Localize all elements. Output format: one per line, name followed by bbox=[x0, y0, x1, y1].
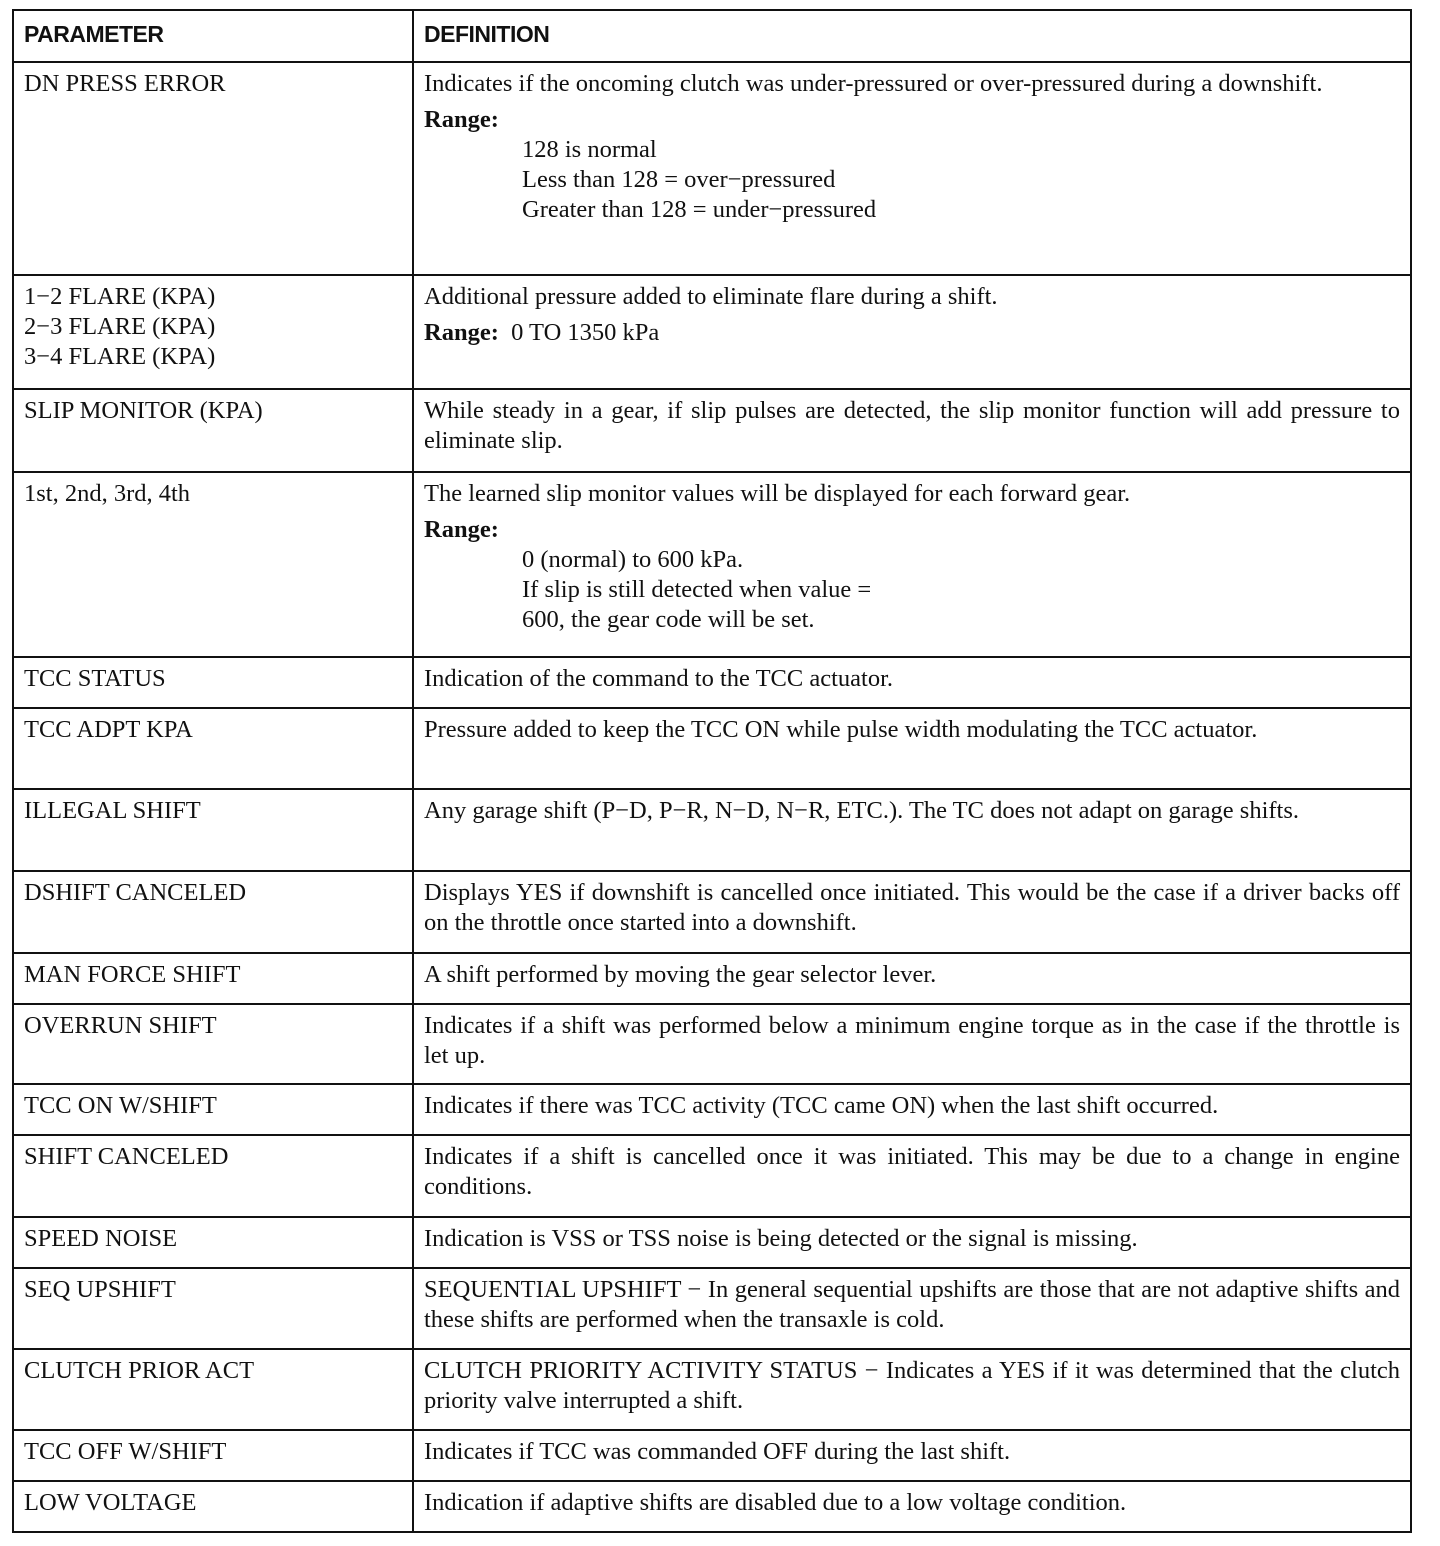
table-row bbox=[13, 472, 1411, 657]
definition-text: Indicates if there was TCC activity (TCC came ON) when the last shift occurred. bbox=[424, 1092, 1219, 1119]
parameter-cell bbox=[13, 1268, 413, 1349]
parameter-cell bbox=[13, 275, 413, 389]
table-row bbox=[13, 1084, 1411, 1135]
table-row bbox=[13, 657, 1411, 708]
definition-text: The learned slip monitor values will be displayed for each forward gear. bbox=[424, 480, 1131, 507]
parameter-name: MAN FORCE SHIFT bbox=[24, 961, 241, 988]
parameter-name: 1−2 FLARE (KPA) bbox=[24, 283, 216, 310]
definition-text: Pressure added to keep the TCC ON while pulse width modulating the TCC actuator. bbox=[424, 716, 1258, 743]
range-label: Range: bbox=[424, 516, 499, 543]
definition-text: SEQUENTIAL UPSHIFT − In general sequential upshifts are those that are not adaptive shifts and these shifts are performed when the transaxle is cold. bbox=[424, 1276, 1400, 1333]
definition-cell bbox=[413, 1430, 1411, 1481]
definition-cell bbox=[413, 1004, 1411, 1084]
table-row bbox=[13, 62, 1411, 275]
definition-cell bbox=[413, 389, 1411, 472]
definition-cell bbox=[413, 1135, 1411, 1217]
definition-text: Indicates if the oncoming clutch was under-pressured or over-pressured during a downshift. bbox=[424, 70, 1323, 97]
parameter-name: 3−4 FLARE (KPA) bbox=[24, 343, 216, 370]
parameter-name: DN PRESS ERROR bbox=[24, 70, 226, 97]
definition-column-header: DEFINITION bbox=[413, 10, 1411, 62]
table-row bbox=[13, 1349, 1411, 1430]
table-row bbox=[13, 953, 1411, 1004]
parameter-name: TCC OFF W/SHIFT bbox=[24, 1438, 227, 1465]
parameter-name: TCC STATUS bbox=[24, 665, 166, 692]
definition-cell bbox=[413, 871, 1411, 953]
definition-text: Additional pressure added to eliminate flare during a shift. bbox=[424, 283, 998, 310]
range-line bbox=[424, 312, 1400, 348]
range-value: 0 TO 1350 kPa bbox=[511, 319, 660, 346]
table-row bbox=[13, 389, 1411, 472]
definition-cell bbox=[413, 657, 1411, 708]
range-line bbox=[424, 509, 1400, 545]
definition-text: A shift performed by moving the gear selector lever. bbox=[424, 961, 937, 988]
definition-cell bbox=[413, 708, 1411, 789]
range-value: Greater than 128 = under−pressured bbox=[522, 196, 877, 223]
range-value: If slip is still detected when value = bbox=[522, 576, 872, 603]
parameter-name: 1st, 2nd, 3rd, 4th bbox=[24, 480, 191, 507]
parameter-column-header: PARAMETER bbox=[13, 10, 413, 62]
table-row bbox=[13, 1135, 1411, 1217]
parameter-name: DSHIFT CANCELED bbox=[24, 879, 247, 906]
range-label: Range: bbox=[424, 319, 499, 346]
range-label: Range: bbox=[424, 106, 499, 133]
definition-text: Indicates if TCC was commanded OFF during the last shift. bbox=[424, 1438, 1011, 1465]
definition-text: Indication if adaptive shifts are disabled due to a low voltage condition. bbox=[424, 1489, 1127, 1516]
definition-cell bbox=[413, 472, 1411, 657]
table-row bbox=[13, 1217, 1411, 1268]
parameter-cell bbox=[13, 62, 413, 275]
table-row bbox=[13, 1268, 1411, 1349]
range-value: 128 is normal bbox=[522, 136, 657, 163]
parameter-cell bbox=[13, 472, 413, 657]
definition-cell bbox=[413, 275, 1411, 389]
parameter-name: SPEED NOISE bbox=[24, 1225, 178, 1252]
parameter-cell bbox=[13, 1135, 413, 1217]
parameter-definition-table bbox=[12, 9, 1412, 1533]
parameter-cell bbox=[13, 953, 413, 1004]
definition-cell bbox=[413, 1084, 1411, 1135]
table-row bbox=[13, 1481, 1411, 1532]
parameter-cell bbox=[13, 1430, 413, 1481]
parameter-name: OVERRUN SHIFT bbox=[24, 1012, 217, 1039]
definition-text: Indicates if a shift is cancelled once it was initiated. This may be due to a change in engine conditions. bbox=[424, 1143, 1400, 1200]
parameter-name: SHIFT CANCELED bbox=[24, 1143, 229, 1170]
range-value: 0 (normal) to 600 kPa. bbox=[522, 546, 744, 573]
parameter-name: LOW VOLTAGE bbox=[24, 1489, 197, 1516]
range-value: Less than 128 = over−pressured bbox=[522, 166, 836, 193]
definition-cell bbox=[413, 62, 1411, 275]
parameter-cell bbox=[13, 1349, 413, 1430]
parameter-cell bbox=[13, 1084, 413, 1135]
parameter-name: TCC ADPT KPA bbox=[24, 716, 193, 743]
definition-cell bbox=[413, 1481, 1411, 1532]
definition-text: Displays YES if downshift is cancelled once initiated. This would be the case if a driver backs off on the throttle once started into a downshift. bbox=[424, 879, 1400, 936]
table-row bbox=[13, 789, 1411, 871]
definition-text: Indicates if a shift was performed below a minimum engine torque as in the case if the throttle is let up. bbox=[424, 1012, 1400, 1069]
parameter-name: SEQ UPSHIFT bbox=[24, 1276, 176, 1303]
parameter-name: CLUTCH PRIOR ACT bbox=[24, 1357, 255, 1384]
definition-text: Indication is VSS or TSS noise is being detected or the signal is missing. bbox=[424, 1225, 1138, 1252]
parameter-cell bbox=[13, 657, 413, 708]
range-line bbox=[424, 99, 1400, 135]
definition-text: Indication of the command to the TCC actuator. bbox=[424, 665, 894, 692]
definition-cell bbox=[413, 953, 1411, 1004]
definition-text: While steady in a gear, if slip pulses are detected, the slip monitor function will add pressure to eliminate slip. bbox=[424, 397, 1400, 454]
parameter-cell bbox=[13, 708, 413, 789]
parameter-name: 2−3 FLARE (KPA) bbox=[24, 313, 216, 340]
parameter-cell bbox=[13, 789, 413, 871]
parameter-name: SLIP MONITOR (KPA) bbox=[24, 397, 263, 424]
definition-cell bbox=[413, 789, 1411, 871]
parameter-cell bbox=[13, 1481, 413, 1532]
parameter-name: ILLEGAL SHIFT bbox=[24, 797, 201, 824]
table-row bbox=[13, 871, 1411, 953]
table-row bbox=[13, 708, 1411, 789]
table-row bbox=[13, 275, 1411, 389]
parameter-cell bbox=[13, 1217, 413, 1268]
definition-cell bbox=[413, 1217, 1411, 1268]
table-row bbox=[13, 1004, 1411, 1084]
parameter-cell bbox=[13, 871, 413, 953]
range-value: 600, the gear code will be set. bbox=[522, 606, 815, 633]
parameter-cell bbox=[13, 389, 413, 472]
definition-text: Any garage shift (P−D, P−R, N−D, N−R, ETC.). The TC does not adapt on garage shifts. bbox=[424, 797, 1300, 824]
definition-cell bbox=[413, 1349, 1411, 1430]
table-header-row bbox=[13, 10, 1411, 62]
table-row bbox=[13, 1430, 1411, 1481]
parameter-cell bbox=[13, 1004, 413, 1084]
definition-text: CLUTCH PRIORITY ACTIVITY STATUS − Indicates a YES if it was determined that the clutch priority valve interrupted a shift. bbox=[424, 1357, 1400, 1414]
definition-cell bbox=[413, 1268, 1411, 1349]
parameter-name: TCC ON W/SHIFT bbox=[24, 1092, 217, 1119]
